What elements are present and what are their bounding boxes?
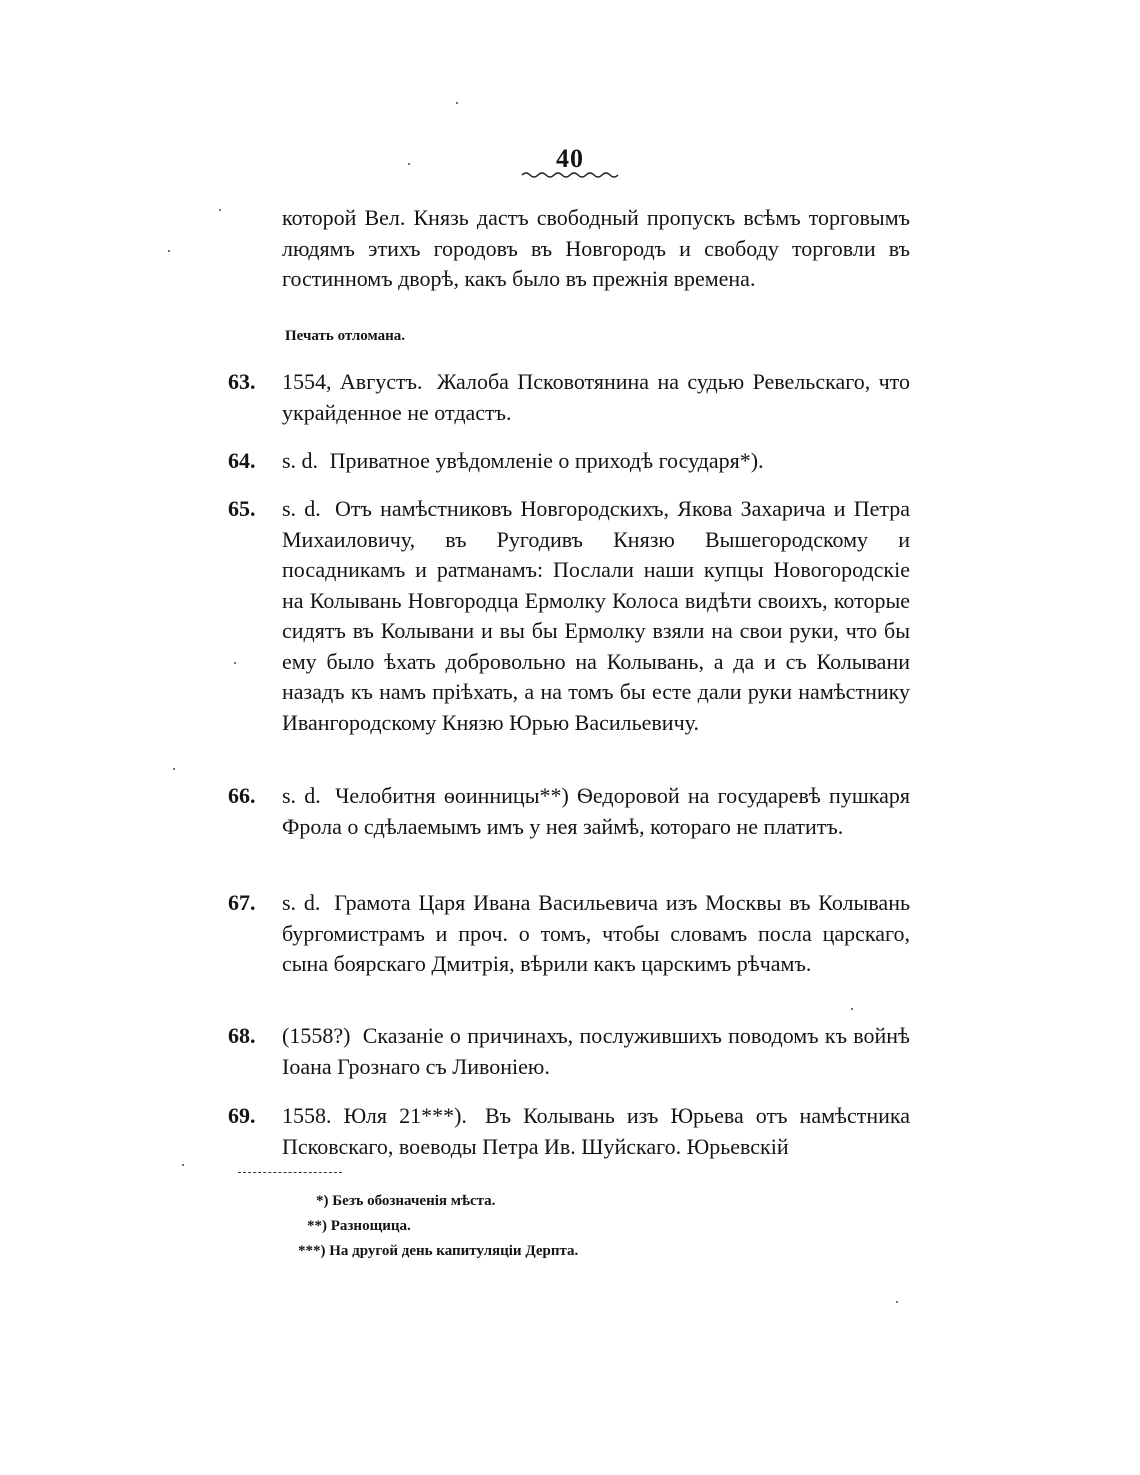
- entry-65: [282, 494, 910, 738]
- entry-date: s. d.: [282, 496, 321, 521]
- entry-66: [282, 781, 910, 842]
- continuation-text: которой Вел. Князь дастъ свободный пропускъ всѣмъ торговымъ людямъ этихъ городовъ въ Новгородъ и свободу торговли въ гостинномъ дворѣ, какъ было въ прежнія времена.: [282, 205, 910, 291]
- entry-date: s. d.: [282, 783, 321, 808]
- footnote-divider: [238, 1172, 342, 1173]
- page-number: 40: [556, 144, 584, 173]
- scan-speck: [896, 1301, 898, 1303]
- entry-number: 67.: [228, 890, 256, 915]
- entry-number: 68.: [228, 1023, 256, 1048]
- entry-number: 63.: [228, 369, 256, 394]
- entry-64: [282, 446, 910, 477]
- footnote: *) Безъ обозначенія мѣста.: [316, 1193, 496, 1209]
- footnote: **) Разнощица.: [307, 1218, 411, 1234]
- entry-text: Жалоба Псковотянина на судью Ревельскаго, что украйденное не отдастъ.: [282, 369, 910, 425]
- entry-date: (1558?): [282, 1023, 351, 1048]
- entry-number: 65.: [228, 496, 256, 521]
- entry-text: Въ Колывань изъ Юрьева отъ намѣстника Псковскаго, воеводы Петра Ив. Шуйскаго. Юрьевскій: [282, 1103, 910, 1159]
- seal-note: Печать отломана.: [285, 328, 406, 344]
- scan-speck: [408, 163, 410, 165]
- entry-63: [282, 367, 910, 428]
- entry-text: Грамота Царя Ивана Васильевича изъ Москвы въ Колывань бургомистрамъ и проч. о томъ, чтобы словамъ посла царскаго, сына боярскаго Дмитрія, вѣрили какъ царскимъ рѣчамъ.: [282, 890, 911, 976]
- entry-number: 69.: [228, 1103, 256, 1128]
- entry-68: [282, 1021, 910, 1082]
- entry-number: 64.: [228, 448, 256, 473]
- entry-date: s. d.: [282, 448, 319, 473]
- entry-text: Челобитня ѳоинницы**) Ѳедоровой на государевѣ пушкаря Фрола о сдѣлаемымъ имъ у нея займѣ, котораго не платитъ.: [282, 783, 911, 839]
- entry-67: [282, 888, 910, 980]
- scan-speck: [173, 768, 175, 770]
- entry-number: 66.: [228, 783, 256, 808]
- scan-speck: [219, 209, 221, 211]
- entry-text: Приватное увѣдомленіе о приходѣ государя*).: [329, 448, 764, 473]
- entry-date: s. d.: [282, 890, 321, 915]
- scan-speck: [182, 1164, 184, 1166]
- entry-69: [282, 1101, 910, 1162]
- entry-date: 1558. Юля 21***).: [282, 1103, 467, 1128]
- entry-text: Сказаніе о причинахъ, послужившихъ поводомъ къ войнѣ Іоана Грознаго съ Ливоніею.: [282, 1023, 910, 1079]
- footnote: ***) На другой день капитуляціи Дерпта.: [298, 1243, 579, 1259]
- page-number-ornament: [520, 170, 620, 180]
- scan-speck: [456, 102, 458, 104]
- scan-speck: [168, 250, 170, 252]
- scan-speck: [234, 662, 236, 664]
- entry-date: 1554, Августъ.: [282, 369, 423, 394]
- entry-text: Отъ намѣстниковъ Новгородскихъ, Якова Захарича и Петра Михаиловичу, въ Ругодивъ Князю Вышегородскому и посадникамъ и ратманамъ: Послали наши купцы Новогородскіе на Колывань Новгородца Ермолку Колоса видѣти своихъ, которые сидятъ въ Колывани и вы бы Ермолку взяли на свои руки, что бы ему было ѣхать добровольно на Колывань, а да и съ Колывани назадъ къ намъ пріѣхать, а на томъ бы есте дали руки намѣстнику Ивангородскому Князю Юрью Васильевичу.: [282, 496, 911, 735]
- scan-speck: [851, 1008, 853, 1010]
